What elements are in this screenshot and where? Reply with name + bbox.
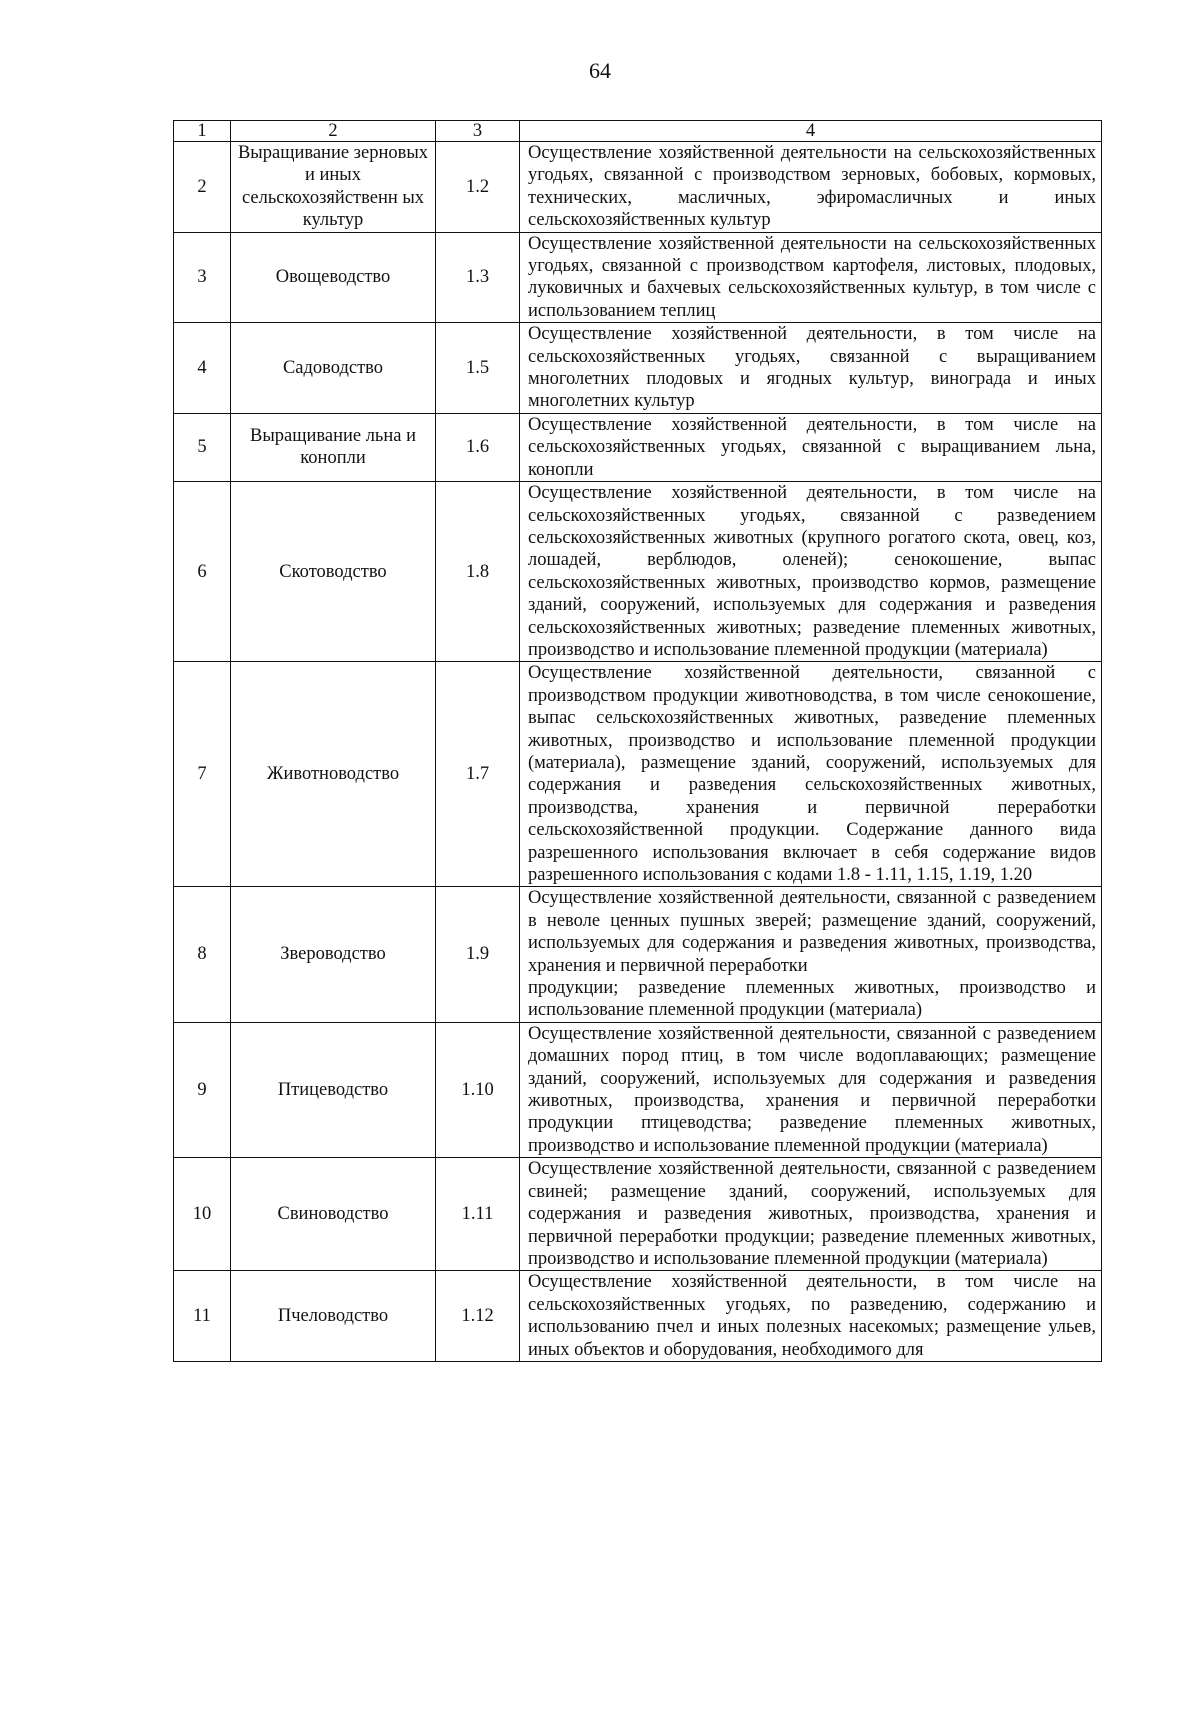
table-row — [174, 1271, 1102, 1362]
table-row — [174, 323, 1102, 414]
land-use-name: Пчеловодство — [231, 1271, 436, 1362]
land-use-description: Осуществление хозяйственной деятельности, связанной с разведением домашних пород птиц, в том числе водоплавающих; размещение зданий, сооружений, используемых для содержания и разведения животных, производства, хранения и первичной переработки продукции птицеводства; разведение племенных животных, производство и использование племенной продукции (материала) — [520, 1022, 1102, 1157]
land-use-name: Птицеводство — [231, 1022, 436, 1157]
row-number: 4 — [174, 323, 231, 414]
table-row — [174, 1158, 1102, 1271]
land-use-code: 1.3 — [436, 232, 520, 323]
land-use-name: Животноводство — [231, 662, 436, 887]
row-number: 7 — [174, 662, 231, 887]
table-row — [174, 482, 1102, 662]
header-cell: 3 — [436, 121, 520, 142]
land-use-description: Осуществление хозяйственной деятельности, связанной с разведением свиней; размещение зданий, сооружений, используемых для содержания и разведения животных, производства, хранения и первичной переработки продукции; разведение племенных животных, производство и использование племенной продукции (материала) — [520, 1158, 1102, 1271]
page-number: 64 — [589, 58, 611, 83]
land-use-table — [173, 120, 1102, 1362]
land-use-code: 1.9 — [436, 887, 520, 1022]
row-number: 6 — [174, 482, 231, 662]
header-cell: 4 — [520, 121, 1102, 142]
table-row — [174, 662, 1102, 887]
land-use-description: Осуществление хозяйственной деятельности, в том числе на сельскохозяйственных угодьях, связанной с разведением сельскохозяйственных животных (крупного рогатого скота, овец, коз, лошадей, верблюдов, оленей); сенокошение, выпас сельскохозяйственных животных, производство кормов, размещение зданий, сооружений, используемых для содержания и разведения сельскохозяйственных животных; разведение племенных животных, производство и использование племенной продукции (материала) — [520, 482, 1102, 662]
row-number: 2 — [174, 142, 231, 233]
land-use-description: Осуществление хозяйственной деятельности, в том числе на сельскохозяйственных угодьях, связанной с выращиванием льна, конопли — [520, 413, 1102, 481]
header-cell: 2 — [231, 121, 436, 142]
table-row — [174, 413, 1102, 481]
row-number: 8 — [174, 887, 231, 1022]
table-header-row — [174, 121, 1102, 142]
land-use-description-cell — [520, 887, 1102, 1022]
land-use-name: Звероводство — [231, 887, 436, 1022]
land-use-name: Овощеводство — [231, 232, 436, 323]
land-use-description: Осуществление хозяйственной деятельности, в том числе на сельскохозяйственных угодьях, связанной с выращиванием многолетних плодовых и ягодных культур, винограда и иных многолетних культур — [520, 323, 1102, 414]
land-use-name: Выращивание зерновых и иных сельскохозяйственн ых культур — [231, 142, 436, 233]
table-row — [174, 232, 1102, 323]
table-row — [174, 142, 1102, 233]
land-use-name: Выращивание льна и конопли — [231, 413, 436, 481]
land-use-code: 1.5 — [436, 323, 520, 414]
row-number: 10 — [174, 1158, 231, 1271]
land-use-description: Осуществление хозяйственной деятельности на сельскохозяйственных угодьях, связанной с производством зерновых, бобовых, кормовых, технических, масличных, эфиромасличных и иных сельскохозяйственных культур — [520, 142, 1102, 233]
land-use-code: 1.10 — [436, 1022, 520, 1157]
land-use-description: Осуществление хозяйственной деятельности, в том числе на сельскохозяйственных угодьях, по разведению, содержанию и использованию пчел и иных полезных насекомых; размещение ульев, иных объектов и оборудования, необходимого для — [520, 1271, 1102, 1362]
land-use-name: Скотоводство — [231, 482, 436, 662]
table-row — [174, 887, 1102, 1022]
land-use-code: 1.12 — [436, 1271, 520, 1362]
row-number: 11 — [174, 1271, 231, 1362]
land-use-description: Осуществление хозяйственной деятельности на сельскохозяйственных угодьях, связанной с производством картофеля, листовых, плодовых, луковичных и бахчевых сельскохозяйственных культур, в том числе с использованием теплиц — [520, 232, 1102, 323]
land-use-description-continued: продукции; разведение племенных животных, производство и использование племенной продукции (материала) — [528, 978, 1096, 1021]
land-use-description: Осуществление хозяйственной деятельности, связанной с разведением в неволе ценных пушных зверей; размещение зданий, сооружений, используемых для содержания и разведения животных, производства, хранения и первичной переработки — [528, 888, 1096, 976]
table-row — [174, 1022, 1102, 1157]
land-use-code: 1.11 — [436, 1158, 520, 1271]
land-use-code: 1.2 — [436, 142, 520, 233]
land-use-description: Осуществление хозяйственной деятельности, связанной с производством продукции животноводства, в том числе сенокошение, выпас сельскохозяйственных животных, разведение племенных животных, производство и использование племенной продукции (материала), размещение зданий, сооружений, используемых для содержания и разведения сельскохозяйственных животных, производства, хранения и первичной переработки сельскохозяйственной продукции. Содержание данного вида разрешенного использования включает в себя содержание видов разрешенного использования с кодами 1.8 - 1.11, 1.15, 1.19, 1.20 — [520, 662, 1102, 887]
land-use-name: Свиноводство — [231, 1158, 436, 1271]
header-cell: 1 — [174, 121, 231, 142]
land-use-name: Садоводство — [231, 323, 436, 414]
row-number: 3 — [174, 232, 231, 323]
land-use-code: 1.8 — [436, 482, 520, 662]
land-use-code: 1.6 — [436, 413, 520, 481]
row-number: 5 — [174, 413, 231, 481]
land-use-code: 1.7 — [436, 662, 520, 887]
row-number: 9 — [174, 1022, 231, 1157]
